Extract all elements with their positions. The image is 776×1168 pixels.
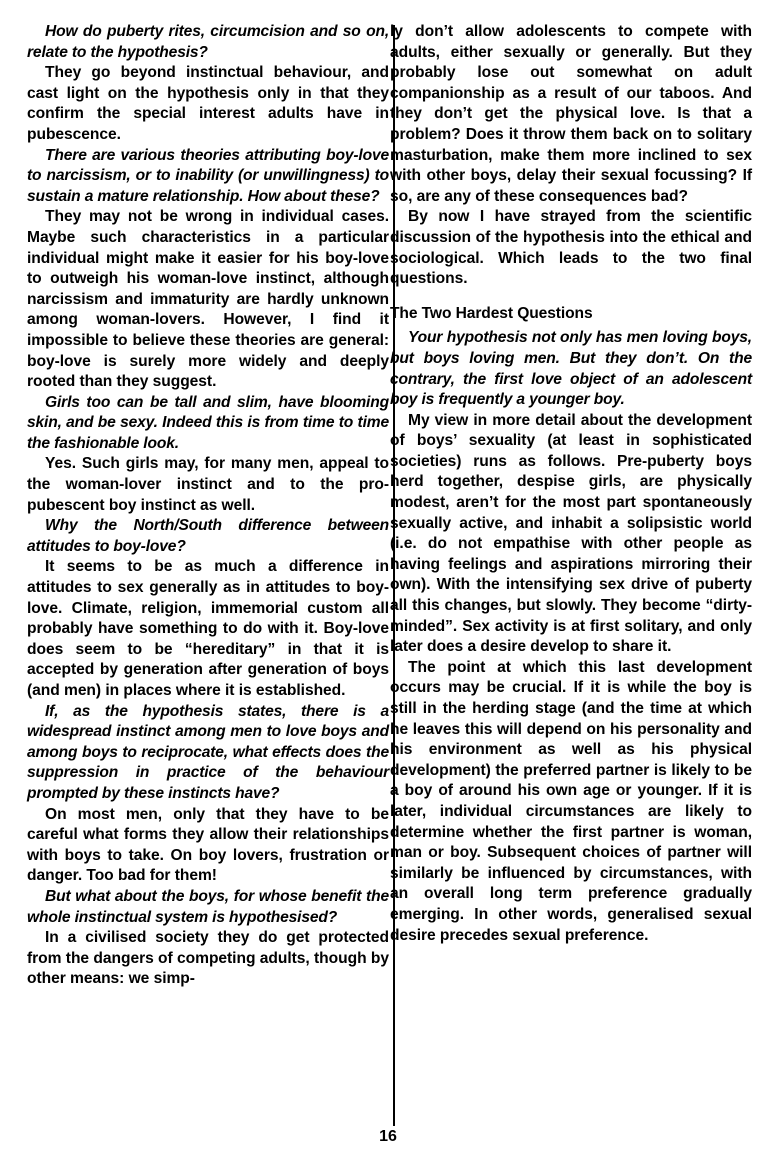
interview-question: If, as the hypothesis states, there is a widespread instinct among men to love boys and among boys to reciprocate, what effects does the suppression in practice of the behaviour prompted by these instincts have?	[27, 702, 389, 802]
interview-answer: Yes. Such girls may, for many men, appeal to the woman-lover instinct and to the pro-pubescent boy instinct as well.	[27, 455, 389, 514]
interview-answer: On most men, only that they have to be careful what forms they allow their relationships with boys to take. On boy lovers, frustration or danger. Too bad for them!	[27, 805, 389, 885]
page-number: 16	[379, 1128, 397, 1145]
interview-question: Why the North/South difference between attitudes to boy-love?	[27, 517, 389, 555]
left-column	[27, 22, 389, 990]
interview-question: Girls too can be tall and slim, have blooming skin, and be sexy. Indeed this is from time to time the fashionable look.	[27, 393, 389, 452]
interview-answer: The point at which this last development occurs may be crucial. If it is while the boy is still in the herding stage (and the time at which he leaves this will depend on his personality and his environment as well as his physical development) the preferred partner is likely to be a boy of around his own age or younger. If it is later, individual circumstances are likely to determine whether the first partner is woman, man or boy. Subsequent choices of partner will similarly be influenced by circumstances, with an overall long term preference gradually emerging. In other words, generalised sexual desire precedes sexual preference.	[390, 658, 752, 944]
interview-answer: In a civilised society they do get protected from the dangers of competing adults, though by other means: we simp-	[27, 929, 389, 988]
interview-answer: It seems to be as much a difference in attitudes to sex generally as in attitudes to boy-love. Climate, religion, immemorial custom all probably have something to do with it. Boy-love does seem to be “hereditary” in that it is accepted by generation after generation of boys (and men) in places where it is established.	[27, 558, 389, 699]
interview-answer: They go beyond instinctual behaviour, and cast light on the hypothesis only in that they confirm the special interest adults have in pubescence.	[27, 64, 389, 143]
section-heading: The Two Hardest Questions	[390, 304, 593, 322]
interview-question: How do puberty rites, circumcision and so on, relate to the hypothesis?	[27, 23, 389, 61]
interview-question: Your hypothesis not only has men loving boys, but boys loving men. But they don’t. On the contrary, the first love object of an adolescent boy is frequently a younger boy.	[390, 329, 752, 409]
right-column	[390, 22, 752, 946]
interview-answer: They may not be wrong in individual cases. Maybe such characteristics in a particular individual might make it easier for his boy-love to outweigh his woman-love instinct, although narcissism and immaturity are hardly unknown among woman-lovers. However, I find it impossible to believe these theories are general: boy-love is surely more widely and deeply rooted than they suggest.	[27, 208, 389, 391]
interview-answer: My view in more detail about the development of boys’ sexuality (at least in sophisticated societies) runs as follows. Pre-puberty boys herd together, despise girls, are physically modest, aren’t for the most part spontaneously sexually active, and inhabit a solipsistic world (i.e. do not empathise with other people as having feelings and aspirations mirroring their own). With the intensifying sex drive of puberty all this changes, but slowly. They become “dirty-minded”. Sex activity is at first solitary, and only later does a desire develop to share it.	[390, 411, 752, 656]
interview-question: There are various theories attributing boy-love to narcissism, or to inability (or unwillingness) to sustain a mature relationship. How about these?	[27, 146, 389, 205]
column-container	[0, 22, 776, 1112]
interview-answer: By now I have strayed from the scientific discussion of the hypothesis into the ethical and sociological. Which leads to the two final questions.	[390, 208, 752, 288]
interview-question: But what about the boys, for whose benefit the whole instinctual system is hypothesised?	[27, 887, 389, 926]
interview-answer-continued: ly don’t allow adolescents to compete with adults, either sexually or generally. But they probably lose out somewhat on adult companionship as a result of our taboos. And they don’t get the physical love. Is that a problem? Does it throw them back on to solitary masturbation, make them more inclined to sex with other boys, delay their sexual focussing? If so, are any of these consequences bad?	[390, 23, 752, 205]
